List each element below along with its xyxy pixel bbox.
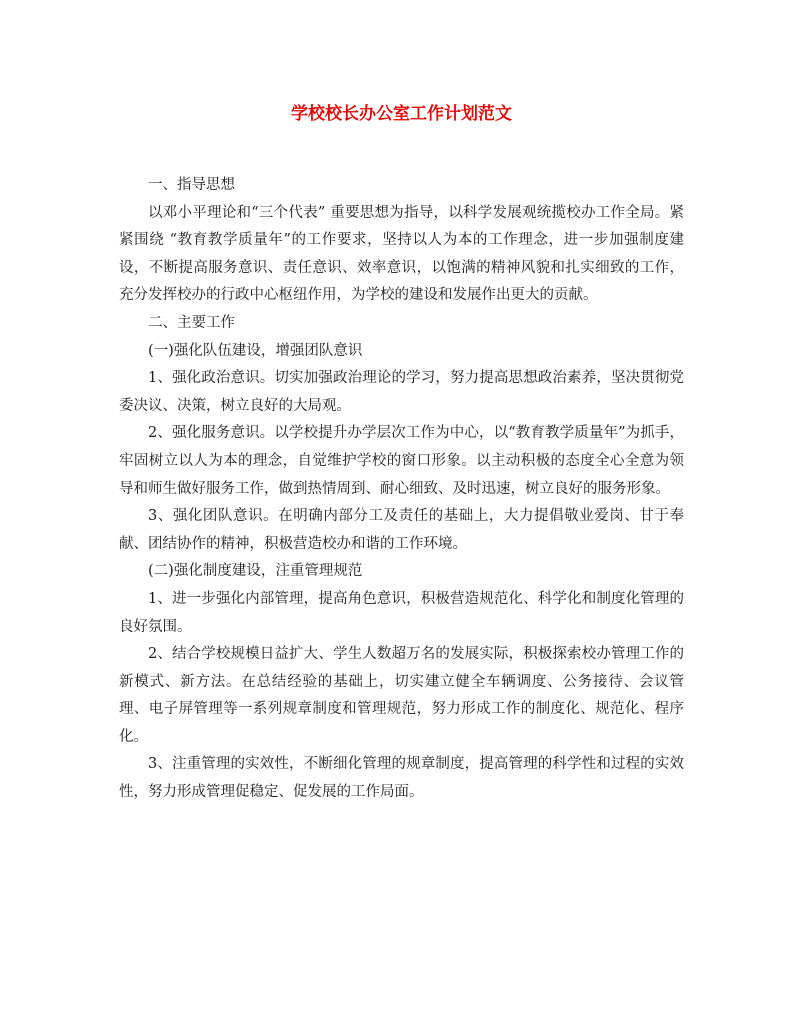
paragraph-political-awareness: 1、强化政治意识。切实加强政治理论的学习，努力提高思想政治素养，坚决贯彻党委决议、决策，树立良好的大局观。 [119,370,684,414]
subheading-team-building: (一)强化队伍建设，增强团队意识 [148,342,363,359]
document-title: 学校校长办公室工作计划范文 [291,104,512,124]
paragraph-service-awareness: 2、强化服务意识。以学校提升办学层次工作为中心，以“教育教学质量年”为抓手，牢固树立以人为本的理念，自觉维护学校的窗口形象。以主动积极的态度全心全意为领导和师生做好服务工作，做到热情周到、耐心细致、及时迅速，树立良好的服务形象。 [119,425,684,497]
paragraph-new-methods: 2、结合学校规模日益扩大、学生人数超万名的发展实际，积极探索校办管理工作的新模式、新方法。在总结经验的基础上，切实建立健全车辆调度、公务接待、会议管理、电子屏管理等一系列规章制度和管理规范，努力形成工作的制度化、规范化、程序化。 [119,646,684,745]
heading-guiding-ideology: 一、指导思想 [148,177,235,193]
document-body [119,172,684,807]
paragraph-team-awareness: 3、强化团队意识。在明确内部分工及责任的基础上，大力提倡敬业爱岗、甘于奉献、团结协作的精神，积极营造校办和谐的工作环境。 [119,508,684,552]
paragraph-management-effectiveness: 3、注重管理的实效性，不断细化管理的规章制度，提高管理的科学性和过程的实效性，努力形成管理促稳定、促发展的工作局面。 [119,756,684,801]
document-page [119,100,684,807]
title-spacer [119,128,684,172]
heading-main-work: 二、主要工作 [148,314,235,331]
subheading-system-building: (二)强化制度建设，注重管理规范 [148,563,363,580]
paragraph-guiding-ideology: 以邓小平理论和“三个代表” 重要思想为指导，以科学发展观统揽校办工作全局。紧紧围绕 “教育教学质量年”的工作要求，坚持以人为本的工作理念，进一步加强制度建设，不断提高服务意识、责任意识、效率意识，以饱满的精神风貌和扎实细致的工作，充分发挥校办的行政中心枢纽作用，为学校的建设和发展作出更大的贡献。 [119,204,684,304]
paragraph-internal-management: 1、进一步强化内部管理，提高角色意识，积极营造规范化、科学化和制度化管理的良好氛围。 [119,590,684,635]
